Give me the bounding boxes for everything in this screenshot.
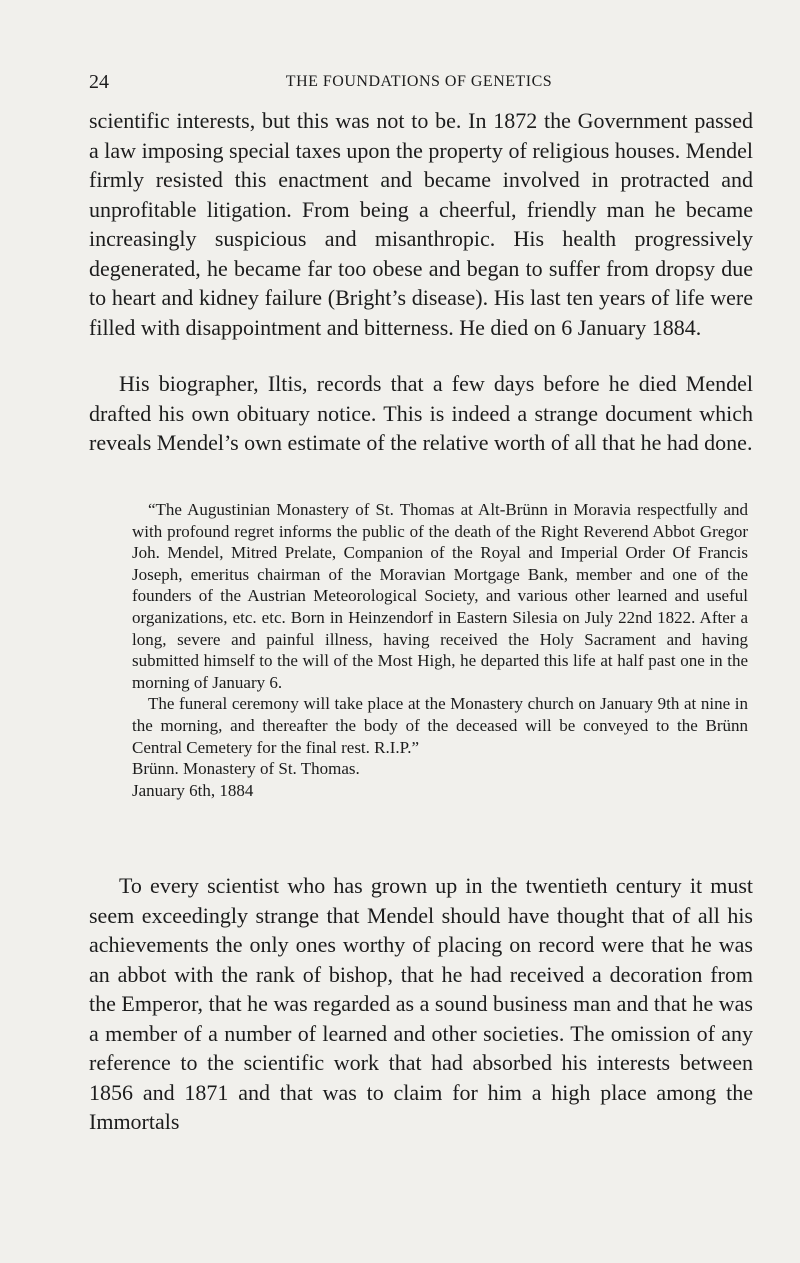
paragraph-text: His biographer, Iltis, records that a few days before he died Mendel drafted his own obituary notice. This is indeed a strange document which reveals Mendel’s own estimate of the relative worth of all that he had done. xyxy=(89,371,753,455)
quote-signature-date: January 6th, 1884 xyxy=(132,780,254,800)
body-paragraph-1 xyxy=(89,106,753,342)
quote-signature-place: Brünn. Monastery of St. Thomas. xyxy=(132,759,360,779)
page-number: 24 xyxy=(89,71,109,93)
paragraph-text: To every scientist who has grown up in the twentieth century it must seem exceedingly strange that Mendel should have thought that of all his achievements the only ones worthy of placing on record were that he was an abbot with the rank of bishop, that he had received a decoration from the Emperor, that he was regarded as a sound business man and that he was a member of a number of learned and other societies. The omission of any reference to the scientific work that had absorbed his interests between 1856 and 1871 and that was to claim for him a high place among the Immortals xyxy=(89,873,753,1134)
quote-paragraph-2: The funeral ceremony will take place at the Monastery church on January 9th at nine in the morning, and thereafter the body of the deceased will be conveyed to the Brünn Central Cemetery for the final rest. R.I.P.” xyxy=(132,694,748,757)
body-paragraph-3 xyxy=(89,871,753,1137)
running-header xyxy=(89,68,749,96)
obituary-quotation xyxy=(132,499,748,801)
quote-paragraph-1: “The Augustinian Monastery of St. Thomas at Alt-Brünn in Moravia respectfully and with profound regret informs the public of the death of the Right Reverend Abbot Gregor Joh. Mendel, Mitred Prelate, Companion of the Royal and Imperial Order Of Francis Joseph, emeritus chairman of the Moravian Mortgage Bank, member and one of the founders of the Austrian Meteorological Society, and various other learned and useful organizations, etc. etc. Born in Heinzendorf in Eastern Silesia on July 22nd 1822. After a long, severe and painful illness, having received the Holy Sacrament and having submitted himself to the will of the Most High, he departed this life at half past one in the morning of January 6. xyxy=(132,500,748,692)
paragraph-text: scientific interests, but this was not to be. In 1872 the Government passed a law imposing special taxes upon the property of religious houses. Mendel firmly resisted this enactment and became involved in protracted and unprofitable litigation. From being a cheerful, friendly man he became increasingly suspicious and misanthropic. His health progressively degenerated, he became far too obese and began to suffer from dropsy due to heart and kidney failure (Bright’s disease). His last ten years of life were filled with disappointment and bitterness. He died on 6 January 1884. xyxy=(89,108,753,340)
body-paragraph-2 xyxy=(89,369,753,458)
running-title: THE FOUNDATIONS OF GENETICS xyxy=(285,73,553,90)
